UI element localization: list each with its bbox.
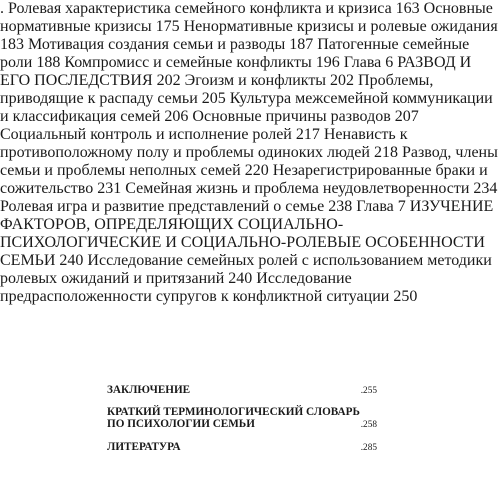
literature-page: .285 <box>360 443 377 453</box>
dictionary-title-line1[interactable]: КРАТКИЙ ТЕРМИНОЛОГИЧЕСКИЙ СЛОВАРЬ <box>107 406 360 418</box>
dictionary-page: .258 <box>360 420 377 430</box>
literature-title: ЛИТЕРАТУРА <box>107 441 181 453</box>
literature-row[interactable] <box>107 441 377 454</box>
conclusion-row[interactable] <box>107 384 377 397</box>
conclusion-title: ЗАКЛЮЧЕНИЕ <box>107 384 191 396</box>
toc-page: . Ролевая характеристика семейного конфликта и кризиса 163 Основные нормативные кризисы 175 Ненормативные кризисы и ролевые ожидания 183 Мотивация создания семьи и разводы 187 Патогенные семейные роли 188 Компромисс и семейные конфликты 196 Глава 6 РАЗВОД И ЕГО ПОСЛЕДСТВИЯ 202 Эгоизм и конфликты 202 Проблемы, приводящие к распаду семьи 205 Культура межсемейной коммуникации и классификация семей 206 Основные причины разводов 207 Социальный контроль и исполнение ролей 217 Ненависть к противоположному полу и проблемы одиноких людей 218 Развод, члены семьи и проблемы неполных семей 220 Незарегистрированные браки и сожительство 231 Семейная жизнь и проблема неудовлетворенности 234 Ролевая игра и развитие представлений о семье 238 Глава 7 ИЗУЧЕНИЕ ФАКТОРОВ, ОПРЕДЕЛЯЮЩИХ СОЦИАЛЬНО-ПСИХОЛОГИЧЕСКИЕ И СОЦИАЛЬНО-РОЛЕВЫЕ ОСОБЕННОСТИ СЕМЬИ 240 Исследование семейных ролей с использованием методики ролевых ожиданий и притязаний 240 Исследование предрасположенности супругов к конфликтной ситуации 250 <box>0 0 498 305</box>
dictionary-row[interactable] <box>107 418 377 431</box>
conclusion-page: .255 <box>360 386 377 396</box>
dictionary-title-line2: ПО ПСИХОЛОГИИ СЕМЬИ <box>107 418 255 430</box>
